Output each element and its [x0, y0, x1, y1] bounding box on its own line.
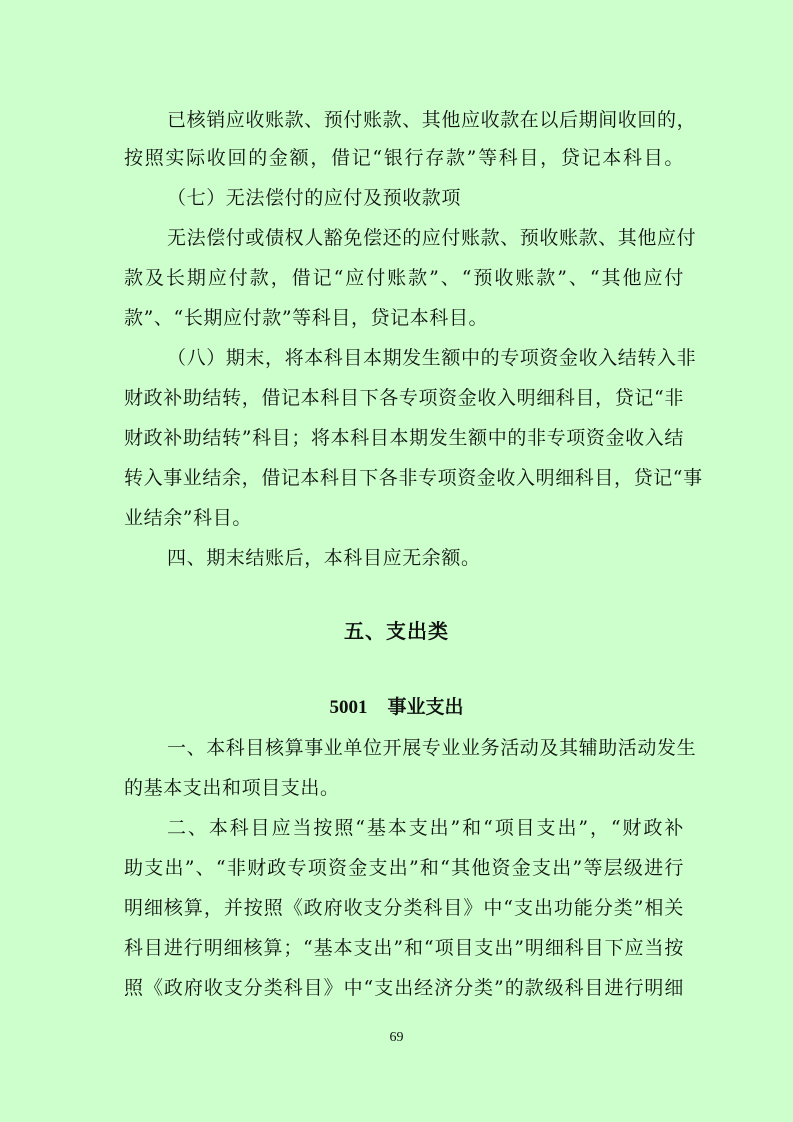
paragraph-line: 按照实际收回的金额，借记“银行存款”等科目，贷记本科目。 — [124, 147, 684, 169]
paragraph-line: （七）无法偿付的应付及预收款项 — [167, 187, 462, 209]
paragraph-line: 财政补助结转，借记本科目下各专项资金收入明细科目，贷记“非 — [124, 387, 684, 409]
paragraph-line: 一、本科目核算事业单位开展专业业务活动及其辅助活动发生 — [167, 737, 697, 759]
account-heading — [0, 694, 793, 721]
paragraph-line: 科目进行明细核算；“基本支出”和“项目支出”明细科目下应当按 — [124, 937, 684, 959]
paragraph-line: 无法偿付或债权人豁免偿还的应付账款、预收账款、其他应付 — [167, 227, 697, 249]
account-code: 5001 — [329, 697, 368, 718]
section-heading: 五、支出类 — [344, 619, 449, 643]
paragraph-line: 款”、“长期应付款”等科目，贷记本科目。 — [124, 307, 489, 329]
paragraph-line: 助支出”、“非财政专项资金支出”和“其他资金支出”等层级进行 — [124, 857, 684, 879]
paragraph-line: 的基本支出和项目支出。 — [124, 777, 340, 799]
paragraph-line: （八）期末，将本科目本期发生额中的专项资金收入结转入非 — [167, 347, 697, 369]
paragraph-line: 业结余”科目。 — [124, 507, 252, 529]
paragraph-line: 照《政府收支分类科目》中“支出经济分类”的款级科目进行明细 — [124, 977, 684, 999]
paragraph-line: 明细核算，并按照《政府收支分类科目》中“支出功能分类”相关 — [124, 897, 684, 919]
paragraph-line: 款及长期应付款，借记“应付账款”、“预收账款”、“其他应付 — [124, 267, 684, 289]
page-number: 69 — [389, 1030, 404, 1045]
account-name: 事业支出 — [387, 696, 464, 718]
paragraph-line: 转入事业结余，借记本科目下各非专项资金收入明细科目，贷记“事 — [124, 467, 703, 489]
paragraph-line: 二、本科目应当按照“基本支出”和“项目支出”，“财政补 — [167, 817, 684, 839]
paragraph-line: 四、期末结账后，本科目应无余额。 — [167, 547, 481, 569]
paragraph-line: 已核销应收账款、预付账款、其他应收款在以后期间收回的， — [167, 109, 697, 131]
paragraph-line: 财政补助结转”科目；将本科目本期发生额中的非专项资金收入结 — [124, 427, 684, 449]
